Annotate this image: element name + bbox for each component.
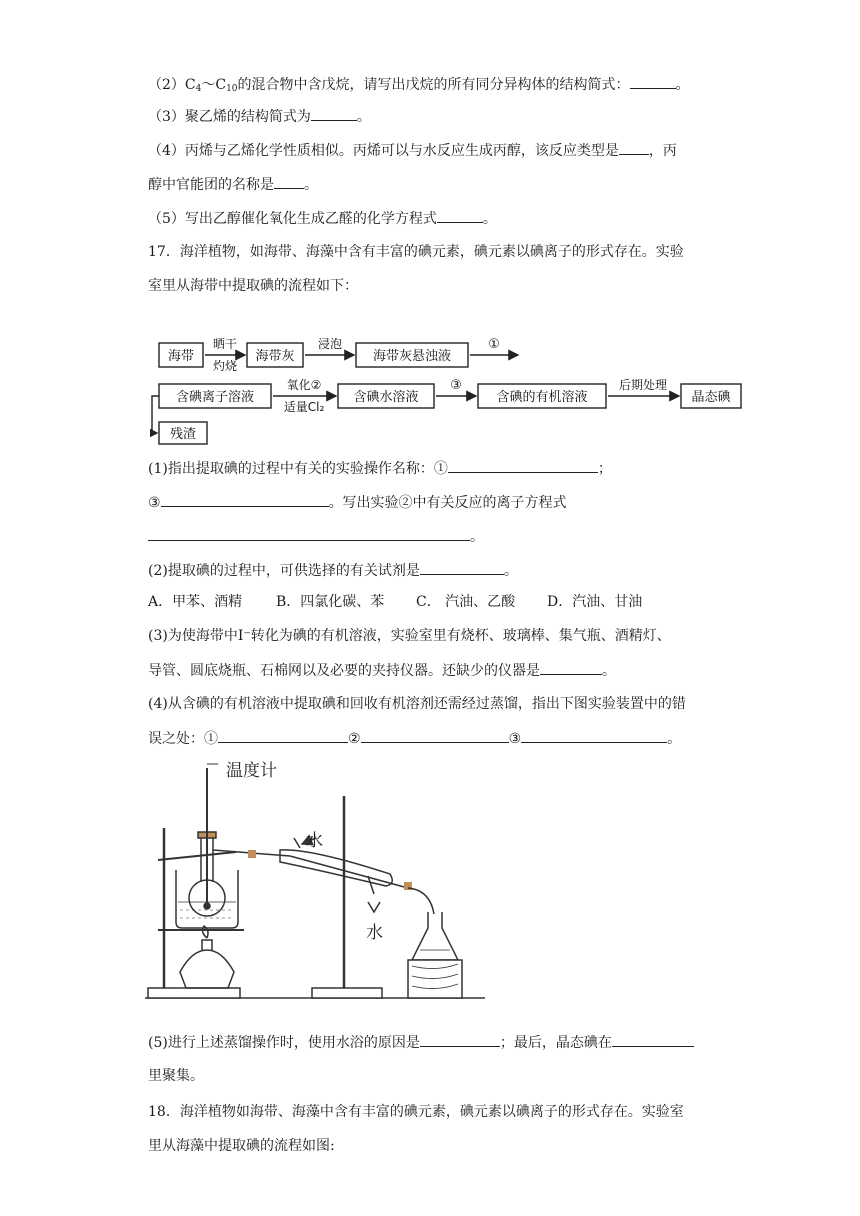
- q17-intro-line2: 室里从海带中提取碘的流程如下：: [148, 278, 358, 294]
- circled-3: ③: [148, 495, 161, 511]
- q17-s4b-text: 误之处：①: [148, 731, 218, 747]
- q16-p4b-text: 醇中官能团的名称是: [148, 177, 274, 193]
- punct: 。: [602, 663, 616, 679]
- flow-label: 海带: [167, 349, 195, 364]
- q17-s1-line3: [148, 526, 484, 547]
- adapter: [408, 888, 434, 914]
- q17-options: [148, 592, 642, 612]
- water-in-label: 水: [306, 831, 323, 851]
- answer-blank[interactable]: [218, 728, 348, 743]
- flow-label: 含碘离子溶液: [175, 390, 255, 405]
- q17-s1b-text: 。写出实验②中有关反应的离子方程式: [328, 495, 567, 511]
- punct: 。: [356, 109, 371, 125]
- q17-s5-line2: 里聚集。: [148, 1068, 204, 1084]
- q17-s4-line1: (4)从含碘的有机溶液中提取碘和回收有机溶剂还需经过蒸馏，指出下图实验装置中的错: [148, 696, 686, 712]
- flow-label: 海带灰悬浊液: [372, 349, 452, 364]
- option-b[interactable]: B．四氯化碳、苯: [276, 594, 385, 610]
- answer-blank[interactable]: [311, 106, 357, 121]
- q16-p5-text: （5）写出乙醇催化氧化生成乙醛的化学方程式: [148, 211, 437, 227]
- answer-blank[interactable]: [420, 560, 504, 575]
- q17-s2-text: (2)提取碘的过程中，可供选择的有关试剂是: [148, 563, 420, 579]
- q17-s5-text: (5)进行上述蒸馏操作时，使用水浴的原因是: [148, 1035, 420, 1051]
- answer-blank[interactable]: [361, 728, 509, 743]
- option-c[interactable]: C． 汽油、乙酸: [416, 594, 516, 610]
- q17-s2: [148, 560, 518, 581]
- distillation-apparatus-diagram: [140, 752, 490, 1008]
- stand-base-2: [312, 988, 382, 998]
- q16-part3: [148, 106, 371, 127]
- flow-arrow-label: 灼烧: [212, 359, 238, 373]
- answer-blank[interactable]: [630, 74, 676, 89]
- q17-s1-line1: [148, 458, 612, 479]
- flow-label: 含碘的有机溶液: [496, 390, 588, 405]
- flow-arrow-label: ③: [450, 378, 462, 393]
- thermometer-label: 温度计: [226, 761, 277, 781]
- flow-label: 晶态碘: [691, 390, 731, 405]
- q16-part4a: [148, 140, 677, 161]
- subscript: 4: [195, 84, 202, 94]
- punct: 。: [470, 529, 484, 545]
- punct: 。: [675, 77, 690, 93]
- q17-s1-text: (1)指出提取碘的过程中有关的实验操作名称：①: [148, 461, 448, 477]
- flow-arrow-label: 适量Cl₂: [283, 400, 325, 414]
- punct: 。: [482, 211, 497, 227]
- flow-label: 残渣: [169, 427, 197, 442]
- answer-blank[interactable]: [540, 660, 602, 675]
- receiving-flask: [412, 912, 458, 960]
- answer-blank[interactable]: [274, 174, 304, 189]
- flow-arrow-label: ①: [488, 337, 500, 352]
- flow-arrow-label: 后期处理: [618, 378, 668, 392]
- answer-blank[interactable]: [619, 140, 649, 155]
- q17-s3-line1: (3)为使海带中I⁻转化为碘的有机溶液，实验室里有烧杯、玻璃棒、集气瓶、酒精灯、: [148, 628, 671, 644]
- q17-s4-line2: [148, 728, 681, 749]
- flow-arrow-label: 氧化②: [286, 378, 322, 392]
- q17-s3b-text: 导管、圆底烧瓶、石棉网以及必要的夹持仪器。还缺少的仪器是: [148, 663, 540, 679]
- answer-blank[interactable]: [437, 208, 483, 223]
- q17-s1-line2: [148, 492, 567, 513]
- q16-part5: [148, 208, 497, 229]
- q16-p2-mid: ～C: [201, 77, 227, 93]
- answer-blank[interactable]: [148, 526, 470, 541]
- circled-3: ③: [508, 731, 522, 747]
- q16-p4-tail: ，丙: [648, 143, 677, 159]
- flow-arrow-label: 晒干: [212, 337, 238, 351]
- punct: 。: [667, 731, 682, 747]
- q16-part2: [148, 74, 690, 99]
- flow-branch-arrow: [152, 396, 159, 433]
- clamp-arm: [158, 852, 236, 860]
- q16-p2-prefix: （2）C: [148, 77, 196, 93]
- water-out-label: 水: [366, 923, 383, 943]
- water-out-arrow: [368, 902, 380, 912]
- answer-blank[interactable]: [448, 458, 598, 473]
- q16-p2-text: 的混合物中含戊烷，请写出戊烷的所有同分异构体的结构简式：: [237, 77, 630, 93]
- q18-intro-line2: 里从海藻中提取碘的流程如图:: [148, 1138, 335, 1154]
- condenser-tube: [290, 856, 408, 888]
- answer-blank[interactable]: [420, 1032, 500, 1047]
- alcohol-lamp: [180, 950, 234, 988]
- q17-s3-line2: [148, 660, 616, 681]
- extraction-flowchart: [150, 332, 750, 450]
- water-inlet-pipe: [294, 838, 300, 848]
- q17-intro-line1: 17．海洋植物，如海带、海藻中含有丰富的碘元素，碘元素以碘离子的形式存在。实验: [148, 244, 684, 260]
- q16-part4b: [148, 174, 318, 195]
- connector: [248, 850, 256, 858]
- option-a[interactable]: A．甲苯、酒精: [148, 594, 243, 610]
- q18-intro-line1: 18．海洋植物如海带、海藻中含有丰富的碘元素，碘元素以碘离子的形式存在。实验室: [148, 1104, 684, 1120]
- flow-arrow-label: 浸泡: [317, 337, 343, 351]
- punct: 。: [503, 563, 518, 579]
- circled-2: ②: [348, 731, 361, 747]
- lamp-wick: [202, 940, 212, 950]
- thermometer-bulb: [204, 903, 210, 909]
- q16-p3-text: （3）聚乙烯的结构简式为: [148, 109, 311, 125]
- q17-s5-mid: ；最后，晶态碘在: [499, 1035, 612, 1051]
- answer-blank[interactable]: [612, 1032, 694, 1047]
- punct: ；: [597, 461, 612, 477]
- flow-label: 含碘水溶液: [353, 390, 419, 405]
- answer-blank[interactable]: [161, 492, 329, 507]
- q16-p4-text: （4）丙烯与乙烯化学性质相似。丙烯可以与水反应生成丙醇，该反应类型是: [148, 143, 619, 159]
- subscript: 10: [226, 84, 238, 94]
- stand-base: [148, 988, 240, 998]
- answer-blank[interactable]: [521, 728, 667, 743]
- option-d[interactable]: D．汽油、甘油: [547, 594, 643, 610]
- punct: 。: [304, 177, 318, 193]
- q17-s5-line1: [148, 1032, 694, 1053]
- flow-label: 海带灰: [255, 349, 295, 364]
